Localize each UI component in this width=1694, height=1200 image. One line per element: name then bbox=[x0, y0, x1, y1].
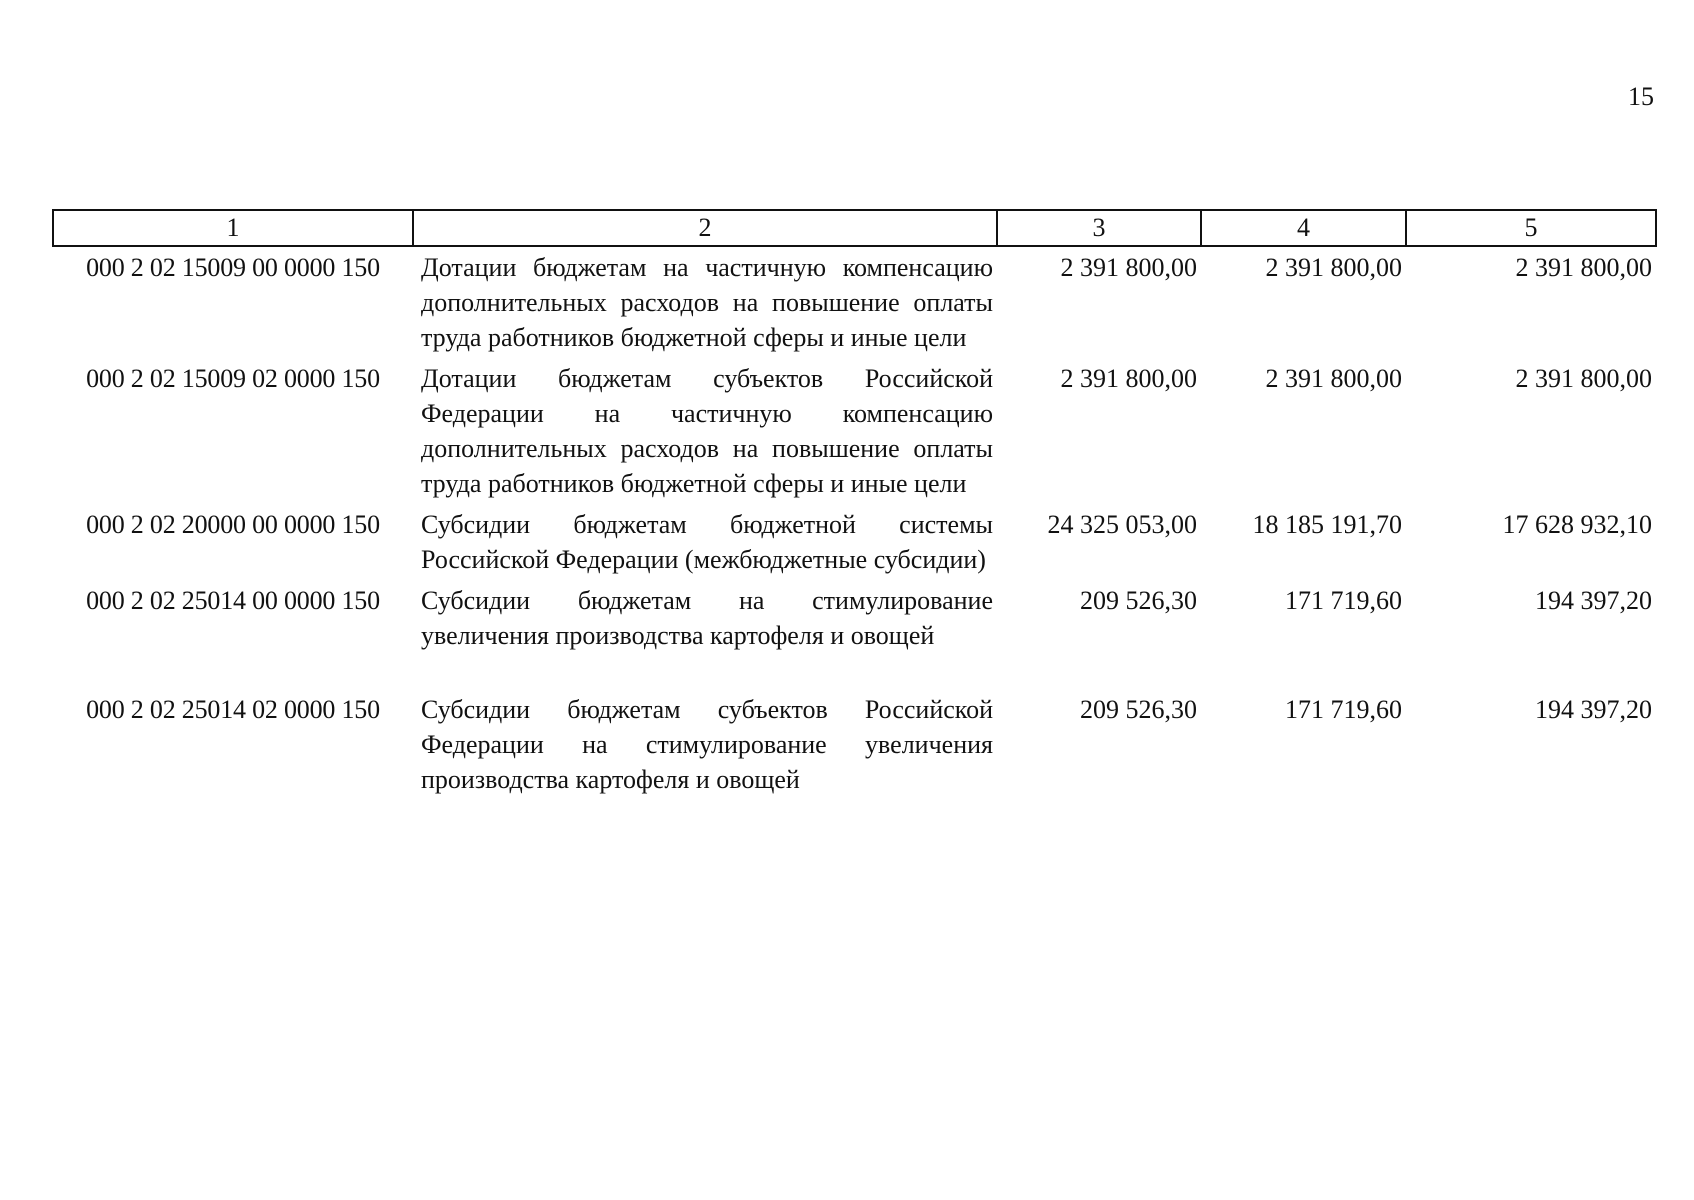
row-description: Дотации бюджетам субъектов Российской Федерации на частичную компенсацию дополнительных расходов на повышение оплаты труда работников бюджетной сферы и иные цели bbox=[421, 364, 993, 498]
budget-code: 000 2 02 15009 02 0000 150 bbox=[86, 364, 380, 393]
amount-col4: 18 185 191,70 bbox=[1252, 510, 1402, 539]
budget-code: 000 2 02 25014 00 0000 150 bbox=[86, 586, 380, 615]
amount-col3: 209 526,30 bbox=[1080, 695, 1197, 724]
table-row bbox=[53, 246, 1656, 358]
amount-col4: 171 719,60 bbox=[1285, 695, 1402, 724]
table-row bbox=[53, 580, 1656, 689]
column-header-5: 5 bbox=[1406, 210, 1656, 246]
column-header-2: 2 bbox=[413, 210, 997, 246]
amount-col4: 2 391 800,00 bbox=[1265, 253, 1402, 282]
amount-col5: 2 391 800,00 bbox=[1515, 253, 1652, 282]
page-number: 15 bbox=[1628, 82, 1654, 111]
amount-col5: 2 391 800,00 bbox=[1515, 364, 1652, 393]
row-description: Субсидии бюджетам на стимулирование увеличения производства картофеля и овощей bbox=[421, 586, 993, 650]
amount-col5: 17 628 932,10 bbox=[1502, 510, 1652, 539]
amount-col3: 24 325 053,00 bbox=[1047, 510, 1197, 539]
table-row bbox=[53, 504, 1656, 580]
table-header bbox=[53, 210, 1656, 246]
budget-table bbox=[52, 209, 1657, 800]
column-header-4: 4 bbox=[1201, 210, 1406, 246]
row-description: Субсидии бюджетам субъектов Российской Федерации на стимулирование увеличения производства картофеля и овощей bbox=[421, 695, 993, 794]
amount-col3: 2 391 800,00 bbox=[1060, 364, 1197, 393]
header-row bbox=[53, 210, 1656, 246]
budget-code: 000 2 02 15009 00 0000 150 bbox=[86, 253, 380, 282]
row-description: Дотации бюджетам на частичную компенсацию дополнительных расходов на повышение оплаты труда работников бюджетной сферы и иные цели bbox=[421, 253, 993, 352]
amount-col3: 2 391 800,00 bbox=[1060, 253, 1197, 282]
table-row bbox=[53, 358, 1656, 504]
column-header-3: 3 bbox=[997, 210, 1201, 246]
column-header-1: 1 bbox=[53, 210, 413, 246]
amount-col3: 209 526,30 bbox=[1080, 586, 1197, 615]
table-row bbox=[53, 689, 1656, 800]
budget-code: 000 2 02 20000 00 0000 150 bbox=[86, 510, 380, 539]
table-body bbox=[53, 246, 1656, 800]
budget-code: 000 2 02 25014 02 0000 150 bbox=[86, 695, 380, 724]
amount-col4: 171 719,60 bbox=[1285, 586, 1402, 615]
amount-col4: 2 391 800,00 bbox=[1265, 364, 1402, 393]
amount-col5: 194 397,20 bbox=[1535, 586, 1652, 615]
row-description: Субсидии бюджетам бюджетной системы Российской Федерации (межбюджетные субсидии) bbox=[421, 510, 993, 574]
amount-col5: 194 397,20 bbox=[1535, 695, 1652, 724]
